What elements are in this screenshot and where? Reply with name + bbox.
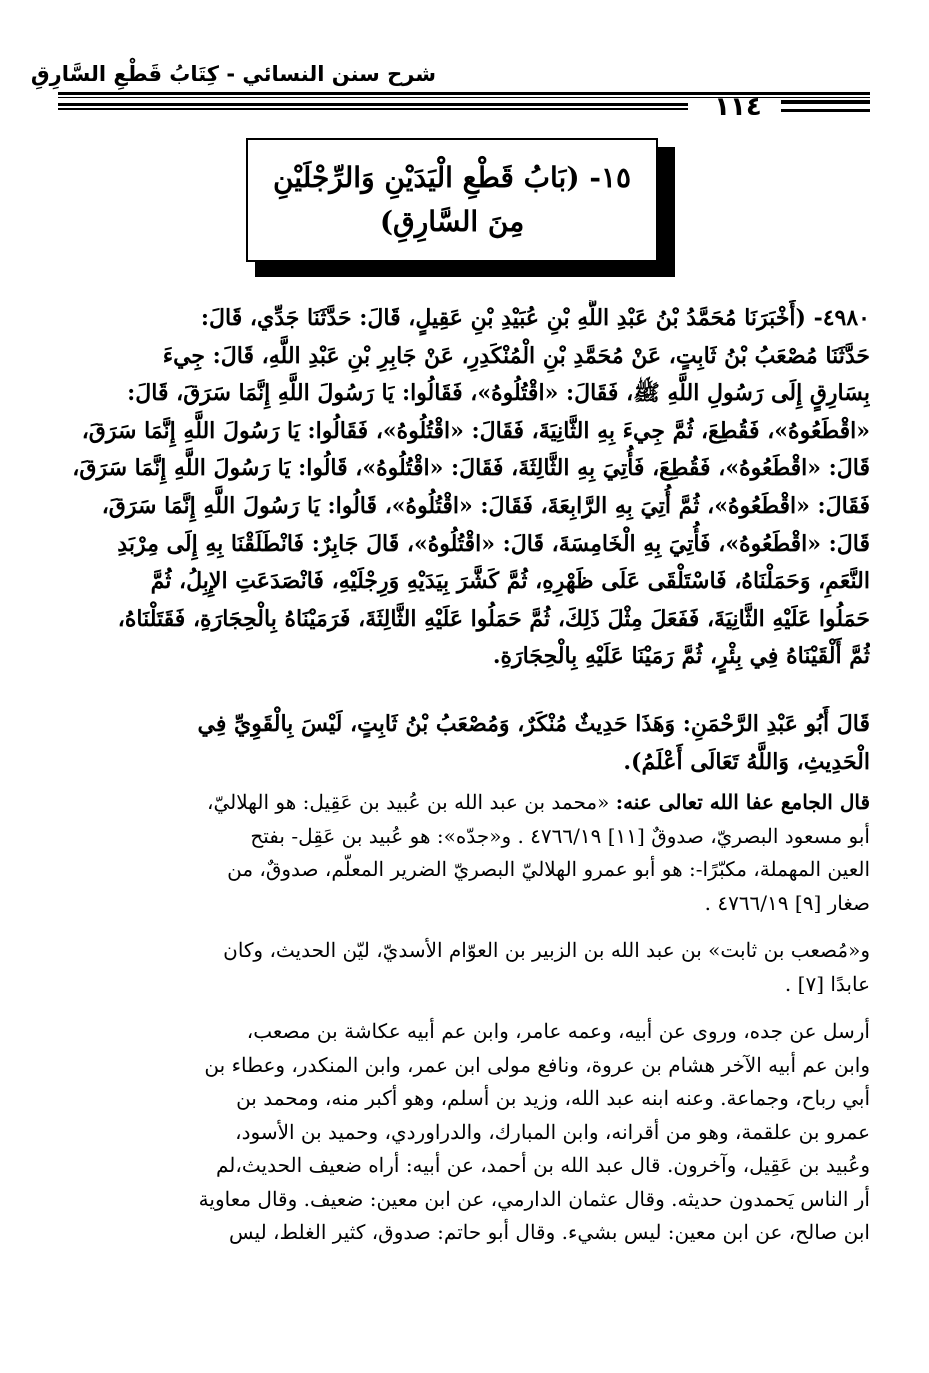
commentary	[62, 786, 870, 1250]
hadith-line: النَّعَمِ، وَحَمَلْنَاهُ، فَاسْتَلْقَى عَلَى ظَهْرِهِ، ثُمَّ كَشَّرَ بِيَدَيْهِ وَرِجْلَيْهِ، فَانْصَدَعَتِ الإِبِلُ، ثُمَّ	[150, 568, 870, 595]
page-number-rule-right	[781, 100, 870, 104]
running-header-title: شرح سنن النسائي - كِتَابُ قَطْعِ السَّارِقِ	[30, 62, 436, 86]
hadith-line: فَقَالَ: «اقْطَعُوهُ»، ثُمَّ أُتِيَ بِهِ الرَّابِعَةَ، فَقَالَ: «اقْتُلُوهُ»، قَالُوا: يَا رَسُولَ اللَّهِ إِنَّمَا سَرَقَ،	[101, 492, 870, 519]
commentary-line: وابن عم أبيه الآخر هشام بن عروة، ونافع مولى ابن عمر، وابن المنكدر، وعطاء بن	[204, 1052, 870, 1077]
commentary-line: أر الناس يَحمدون حديثه. وقال عثمان الدارمي، عن ابن معين: ضعيف. وقال معاوية	[198, 1186, 870, 1211]
paragraph-gap	[62, 1001, 870, 1015]
page-number-rule-left	[58, 103, 688, 106]
page-number-rule-right-thin	[781, 109, 870, 112]
hadith-line: ٤٩٨٠- (أَخْبَرَنَا مُحَمَّدُ بْنُ عَبْدِ اللَّهِ بْنِ عُبَيْدِ بْنِ عَقِيلٍ، قَالَ: حَدَّثَنَا جَدِّي، قَالَ:	[200, 305, 870, 331]
hadith-line: حَمَلُوا عَلَيْهِ الثَّانِيَةَ، فَفَعَلَ مِثْلَ ذَلِكَ، ثُمَّ حَمَلُوا عَلَيْهِ الثَّالِثَةَ، فَرَمَيْنَاهُ بِالْحِجَارَةِ، فَقَتَلْنَاهُ،	[117, 605, 870, 632]
chapter-heading-line-1: ١٥- (بَابُ قَطْعِ الْيَدَيْنِ وَالرِّجْلَيْنِ	[272, 161, 632, 194]
commentary-line: أرسل عن جده، وروى عن أبيه، وعمه عامر، وابن عم أبيه عكاشة بن مصعب،	[246, 1019, 870, 1043]
commentary-line: أبو مسعود البصريّ، صدوقٌ [١١] ٤٧٦٦/١٩ . و«جدّه»: هو عُبيد بن عَقِل- بفتح	[250, 823, 870, 848]
hadith-line: «اقْطَعُوهُ»، فَقُطِعَ، ثُمَّ جِيءَ بِهِ الثَّانِيَةَ، فَقَالَ: «اقْتُلُوهُ»، فَقَالُوا: يَا رَسُولَ اللَّهِ إِنَّمَا سَرَقَ،	[81, 417, 870, 444]
commentary-line: وعُبيد بن عَقِيل، وآخرون. قال عبد الله بن أحمد، عن أبيه: أراه ضعيف الحديث،لم	[216, 1153, 870, 1177]
paragraph-gap	[62, 920, 870, 934]
chapter-heading-box	[246, 138, 658, 262]
hadith-line: قَالَ: «اقْطَعُوهُ»، فَقُطِعَ، فَأُتِيَ بِهِ الثَّالِثَةَ، فَقَالَ: «اقْتُلُوهُ»، قَالُوا: يَا رَسُولَ اللَّهِ إِنَّمَا سَرَقَ،	[72, 455, 870, 482]
commentary-line: و«مُصعب بن ثابت» بن عبد الله بن الزبير بن العوّام الأسديّ، ليّن الحديث، وكان	[223, 938, 870, 962]
commentary-line	[62, 786, 870, 820]
commentary-line: صغار [٩] ٤٧٦٦/١٩ .	[704, 890, 870, 915]
commentary-line: ابن صالح، عن ابن معين: ليس بشيء. وقال أبو حاتم: صدوق، كثير الغلط، ليس	[229, 1220, 870, 1244]
page-number: ١١٤	[714, 92, 762, 122]
hadith-line: بِسَارِقٍ إِلَى رَسُولِ اللَّهِ ﷺ، فَقَالَ: «اقْتُلُوهُ»، فَقَالُوا: يَا رَسُولَ اللَّهِ إِنَّمَا سَرَقَ، قَالَ:	[127, 380, 870, 407]
remark-line: قَالَ أَبُو عَبْدِ الرَّحْمَنِ: وَهَذَا حَدِيثٌ مُنْكَرٌ، وَمُصْعَبُ بْنُ ثَابِتٍ، لَيْسَ بِالْقَوِيِّ فِي	[197, 711, 870, 737]
remark-line: الْحَدِيثِ، وَاللَّهُ تَعَالَى أَعْلَمُ).	[623, 748, 870, 775]
commentary-line: عمرو بن علقمة، وهو من أقرانه، وابن المبارك، والدراوردي، وحميد بن الأسود،	[235, 1119, 870, 1144]
hadith-line: قَالَ: «اقْطَعُوهُ»، فَأُتِيَ بِهِ الْخَامِسَةَ، قَالَ: «اقْتُلُوهُ»، قَالَ جَابِرٌ: فَانْطَلَقْنَا بِهِ إِلَى مِرْبَدِ	[117, 530, 870, 557]
commentary-line-text: «محمد بن عبد الله بن عُبيد بن عَقِيل: هو الهلاليّ،	[207, 790, 616, 814]
hadith-line: حَدَّثَنَا مُصْعَبُ بْنُ ثَابِتٍ، عَنْ مُحَمَّدِ بْنِ الْمُنْكَدِرِ، عَنْ جَابِرِ بْنِ عَبْدِ اللَّهِ، قَالَ: جِيءَ	[162, 342, 870, 369]
commentary-line: عابدًا [٧] .	[784, 971, 870, 996]
nasai-remark	[62, 706, 870, 781]
hadith-text	[62, 300, 870, 676]
page-number-rule-left-thin	[58, 108, 688, 110]
chapter-heading-line-2: مِنَ السَّارِقِ)	[379, 205, 525, 238]
commentary-line: أبي رباح، وجماعة. وعنه ابنه عبد الله، وزيد بن أسلم، وهو أكبر منه، ومحمد بن	[236, 1086, 870, 1110]
commentary-lead: قال الجامع عفا الله تعالى عنه:	[615, 790, 870, 814]
commentary-line: العين المهملة، مكبّرًا-: هو أبو عمرو الهلاليّ البصريّ الضرير المعلّم، صدوقٌ، من	[227, 857, 870, 881]
hadith-line: ثُمَّ أَلْقَيْنَاهُ فِي بِئْرٍ، ثُمَّ رَمَيْنَا عَلَيْهِ بِالْحِجَارَةِ.	[492, 643, 870, 670]
